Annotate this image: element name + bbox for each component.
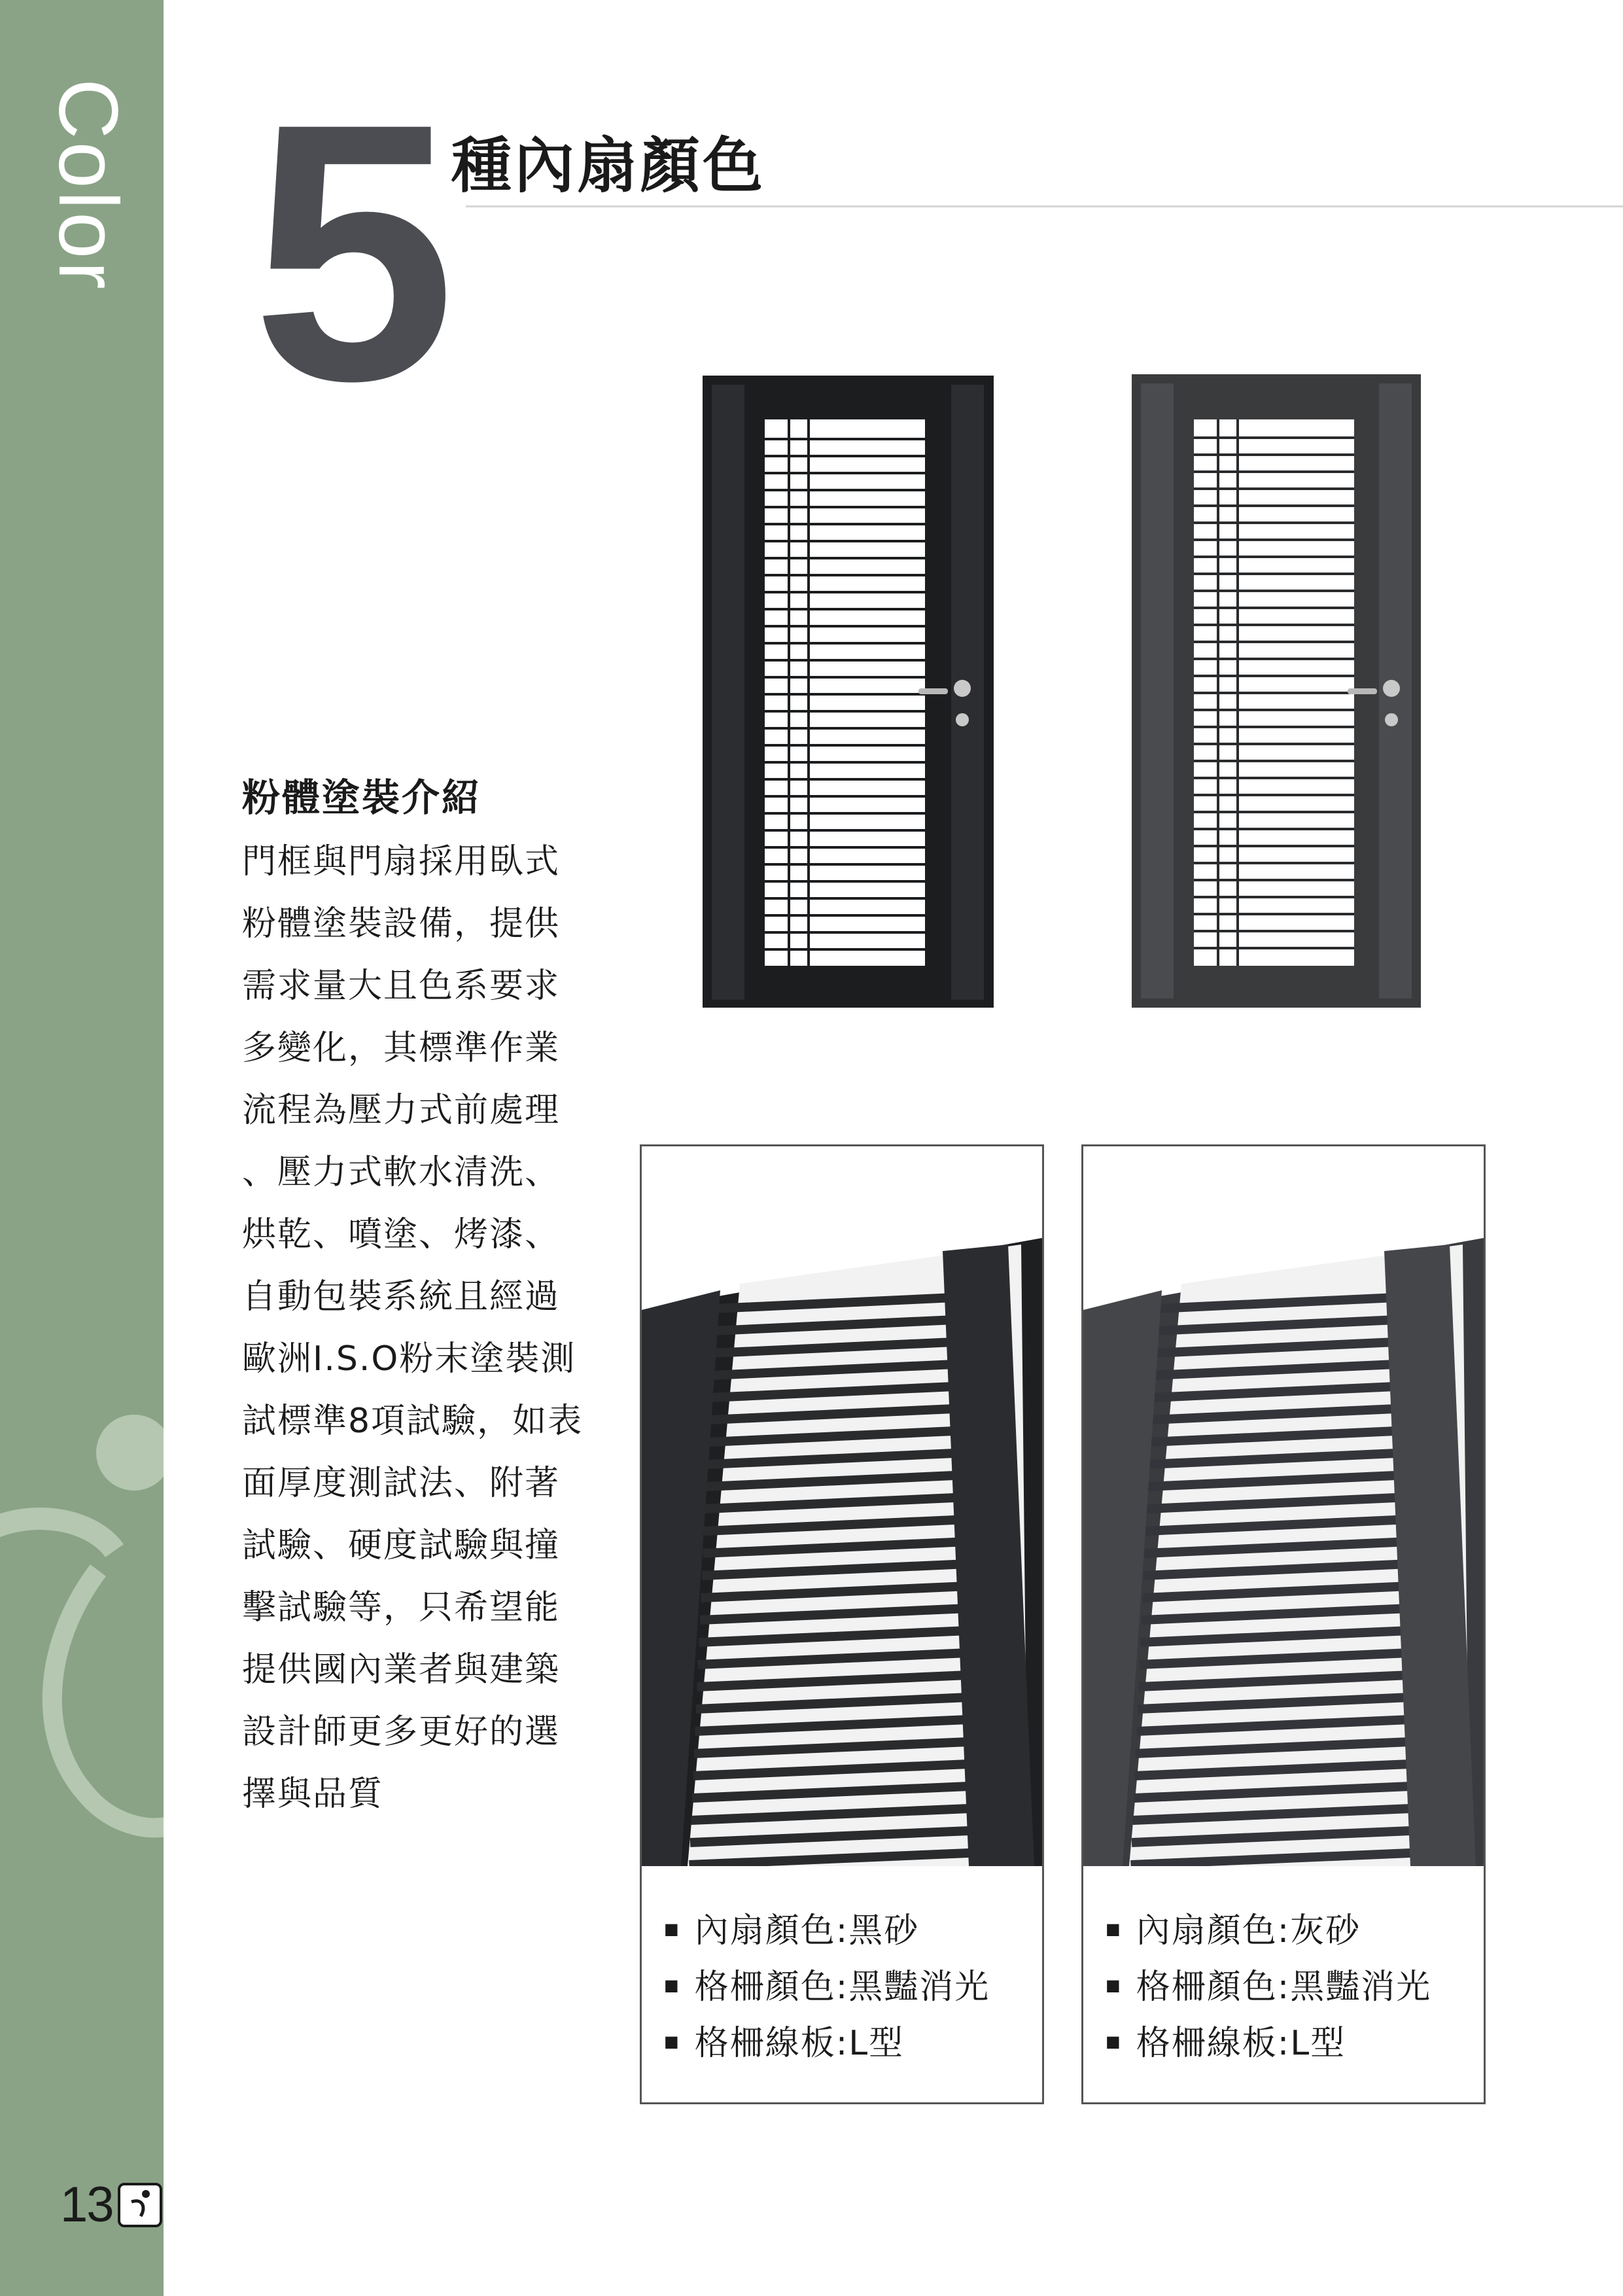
spec-list bbox=[1106, 1903, 1431, 2072]
spec-list bbox=[664, 1903, 990, 2072]
intro-line: 提供國內業者與建築 bbox=[242, 1650, 561, 1689]
intro-line: 面厚度測試法、附著 bbox=[242, 1464, 561, 1503]
intro-line: 設計師更多更好的選 bbox=[242, 1712, 561, 1752]
intro-line: 試驗、硬度試驗與撞 bbox=[242, 1526, 561, 1565]
sidebar-title: Color bbox=[41, 79, 135, 292]
brand-watermark-icon bbox=[0, 1374, 164, 1898]
door-front-grey-image bbox=[1132, 374, 1421, 1008]
intro-line: 、壓力式軟水清洗、 bbox=[242, 1153, 561, 1192]
spec-item: ■ 格柵顏色:黑豔消光 bbox=[664, 1959, 990, 2015]
page-number: 13 bbox=[60, 2177, 113, 2233]
intro-line: 擇與品質 bbox=[242, 1775, 384, 1814]
intro-line: 擊試驗等，只希望能 bbox=[242, 1588, 561, 1627]
page-title: 種內扇顏色 bbox=[451, 131, 766, 201]
door-perspective-grey-image bbox=[1083, 1146, 1484, 1866]
spec-item: ■ 格柵線板:L型 bbox=[1106, 2015, 1431, 2072]
footer bbox=[60, 2176, 163, 2233]
intro-line: 門框與門扇採用臥式 bbox=[242, 842, 561, 881]
door-perspective-black-image bbox=[642, 1146, 1042, 1866]
spec-item: ■ 格柵顏色:黑豔消光 bbox=[1106, 1959, 1431, 2015]
brand-logo-icon bbox=[117, 2182, 163, 2228]
spec-item: ■ 內扇顏色:灰砂 bbox=[1106, 1903, 1431, 1959]
intro-line: 自動包裝系統且經過 bbox=[242, 1277, 561, 1316]
title-divider bbox=[466, 205, 1623, 207]
intro-title: 粉體塗裝介紹 bbox=[242, 775, 482, 820]
intro-line: 多變化，其標準作業 bbox=[242, 1029, 561, 1068]
intro-line: 粉體塗裝設備，提供 bbox=[242, 904, 561, 944]
section-number: 5 bbox=[252, 47, 449, 457]
intro-line: 烘乾、噴塗、烤漆、 bbox=[242, 1215, 561, 1254]
intro-line: 需求量大且色系要求 bbox=[242, 966, 561, 1006]
product-card-black bbox=[640, 1144, 1044, 2104]
door-front-black-image bbox=[703, 376, 994, 1008]
intro-line: 歐洲I.S.O粉末塗裝測 bbox=[242, 1339, 576, 1379]
intro-body bbox=[242, 831, 582, 1826]
sidebar bbox=[0, 0, 164, 2296]
intro-line: 試標準8項試驗，如表 bbox=[242, 1402, 584, 1441]
product-card-grey bbox=[1081, 1144, 1486, 2104]
intro-line: 流程為壓力式前處理 bbox=[242, 1091, 561, 1130]
spec-item: ■ 內扇顏色:黑砂 bbox=[664, 1903, 990, 1959]
spec-item: ■ 格柵線板:L型 bbox=[664, 2015, 990, 2072]
